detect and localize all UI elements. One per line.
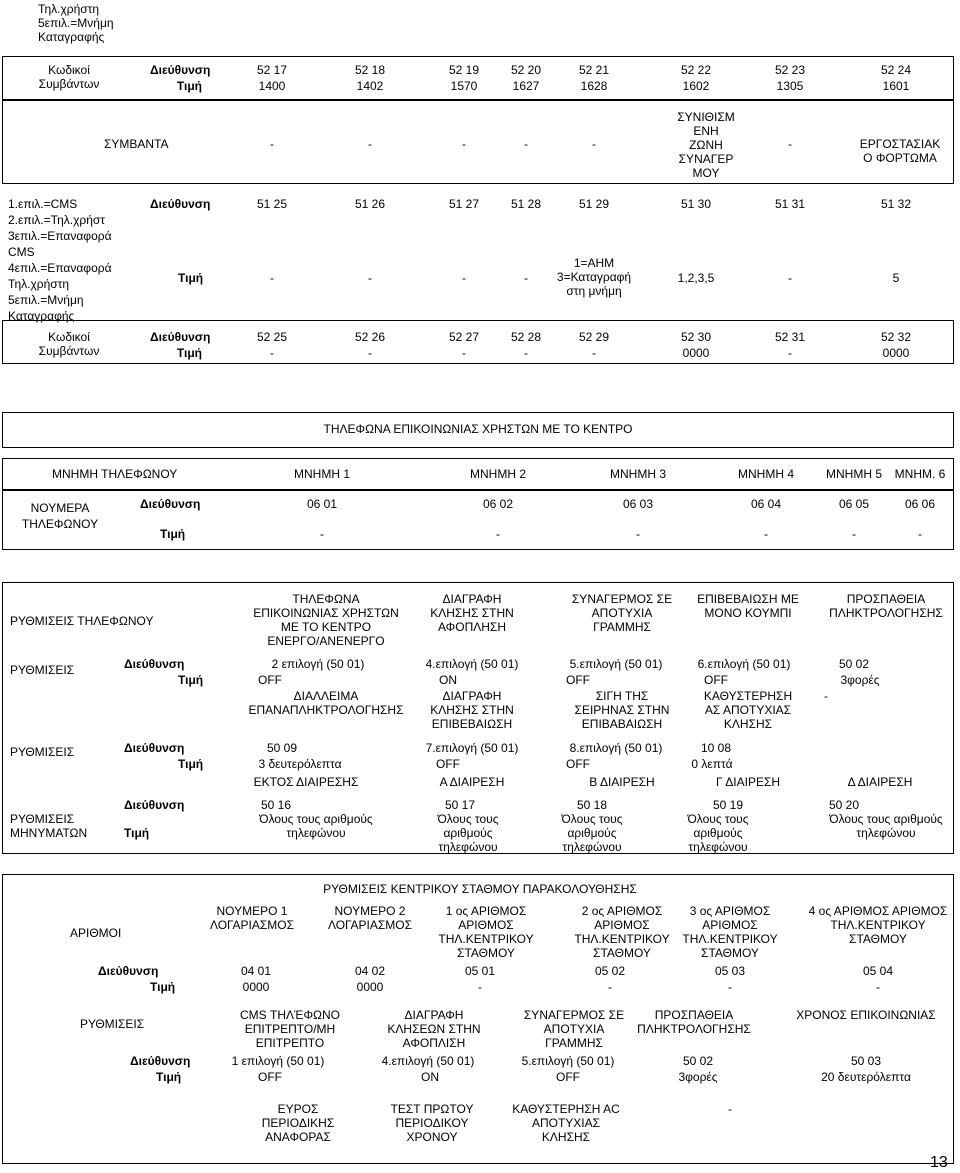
value-cell: 0000 [682,346,710,360]
value-cell: - [478,980,482,994]
value-cell: OFF [704,673,728,687]
setting-header-cell: Δ ΔΙΑΙΡΕΣΗ [847,775,913,789]
value-label: Τιμή [178,673,204,687]
value-cell: - [462,346,466,360]
value-label: Τιμή [176,79,202,93]
address-cell: 50 02 [682,1054,714,1068]
value-cell: - [524,346,528,360]
value-cell: 0000 [356,980,384,994]
address-cell: 5.επιλογή (50 01) [569,657,663,671]
central-header-cell: 2 ος ΑΡΙΘΜΟΣ ΑΡΙΘΜΟΣ ΤΗΛ.ΚΕΝΤΡΙΚΟΥ ΣΤΑΘΜΟΥ [574,904,670,960]
address-cell: 50 18 [576,798,608,812]
setting-header-cell: ΔΙΑΛΛΕΙΜΑ ΕΠΑΝΑΠΛΗΚΤΡΟΛΟΓΗΣΗΣ [248,689,404,717]
address-cell: 52 22 [680,63,712,77]
phone-memory-cell: ΜΝΗΜΗ 3 [610,467,666,481]
value-cell: - [592,346,596,360]
address-label: Διεύθυνση [124,657,185,671]
address-cell: 05 01 [464,964,496,978]
value-cell: - [320,527,324,541]
address-cell: 52 29 [578,330,610,344]
value-label: Τιμή [178,271,204,285]
value-cell: - [876,980,880,994]
value-label: Τιμή [156,1070,182,1084]
value-cell: - [636,527,640,541]
address-cell: 50 16 [260,798,292,812]
value-cell: - [608,980,612,994]
address-cell: 2 επιλογή (50 01) [271,657,365,671]
address-cell: 4.επιλογή (50 01) [381,1054,475,1068]
address-cell: 50 09 [266,741,298,755]
address-cell: 52 20 [510,63,542,77]
setting-header-cell: - [824,689,828,703]
value-cell: OFF [566,757,590,771]
setting-header-cell: ΕΚΤΟΣ ΔΙΑΙΡΕΣΗΣ [253,775,359,789]
central-header-cell: 4 ος ΑΡΙΘΜΟΣ ΑΡΙΘΜΟΣ ΤΗΛ.ΚΕΝΤΡΙΚΟΥ ΣΤΑΘΜΟΥ [808,904,948,946]
address-cell: 10 08 [700,741,732,755]
value-cell: - [728,980,732,994]
value-cell: OFF [556,1070,580,1084]
options-note: 1.επιλ.=CMS 2.επιλ.=Τηλ.χρήστ 3επιλ.=Επαναφορά CMS 4επιλ.=Επαναφορά Τηλ.χρήστη 5επιλ.=Μνήμη Καταγραφής [8,197,112,323]
address-label: Διεύθυνση [150,197,211,211]
value-cell: 1602 [682,79,710,93]
event-name-cell: - [368,137,372,151]
address-cell: 51 31 [774,197,806,211]
value-cell: 5 [892,271,900,285]
value-cell: Όλους τους αριθμούς τηλεφώνου [561,812,623,854]
address-label: Διεύθυνση [130,1054,191,1068]
event-name-cell: - [788,137,792,151]
value-label: Τιμή [178,757,204,771]
address-cell: 52 26 [354,330,386,344]
settings-label: ΡΥΘΜΙΣΕΙΣ [10,663,75,677]
address-cell: 04 02 [354,964,386,978]
value-cell: 1=ΑΗΜ 3=Καταγραφή στη μνήμη [556,256,632,298]
address-cell: 50 03 [850,1054,882,1068]
event-name-cell: - [462,137,466,151]
setting-header-cell: ΤΗΛΕΦΩΝΑ ΕΠΙΚΟΙΝΩΝΙΑΣ ΧΡΗΣΤΩΝ ΜΕ ΤΟ ΚΕΝΤΡΟ ΕΝΕΡΓΟ/ΑΝΕΝΕΡΓΟ [253,592,399,648]
event-codes-label: Κωδικοί Συμβάντων [38,63,100,91]
event-name-cell: - [524,137,528,151]
phone-numbers-label: ΝΟΥΜΕΡΑ ΤΗΛΕΦΩΝΟΥ [21,501,99,531]
central-header-cell: 1 ος ΑΡΙΘΜΟΣ ΑΡΙΘΜΟΣ ΤΗΛ.ΚΕΝΤΡΙΚΟΥ ΣΤΑΘΜΟΥ [438,904,534,960]
setting-header-cell: ΕΠΙΒΕΒΑΙΩΣΗ ΜΕ ΜΟΝΟ ΚΟΥΜΠΙ [697,592,799,620]
value-cell: ON [421,1070,439,1084]
address-cell: 51 27 [448,197,480,211]
value-label: Τιμή [160,527,186,541]
value-cell: ON [439,673,457,687]
address-label: Διεύθυνση [150,63,211,77]
value-cell: 0000 [242,980,270,994]
phone-memory-cell: ΜΝΗΜ. 6 [894,467,946,481]
setting-header-cell: Α ΔΙΑΙΡΕΣΗ [439,775,505,789]
setting-header-cell: ΣΥΝΑΓΕΡΜΟΣ ΣΕ ΑΠΟΤΥΧΙΑ ΓΡΑΜΜΗΣ [571,592,673,634]
value-cell: 1601 [882,79,910,93]
value-cell: 1402 [356,79,384,93]
value-cell: - [788,271,792,285]
value-cell: - [764,527,768,541]
address-cell: 52 28 [510,330,542,344]
value-cell: OFF [258,673,282,687]
phone-settings-label: ΡΥΘΜΙΣΕΙΣ ΤΗΛΕΦΩΝΟΥ [10,614,154,628]
event-name-cell: ΕΡΓΟΣΤΑΣΙΑΚ Ο ΦΟΡΤΩΜΑ [859,137,941,165]
setting-header-cell: Β ΔΙΑΙΡΕΣΗ [589,775,655,789]
phone-memory-cell: ΜΝΗΜΗ 4 [738,467,794,481]
value-cell: 3φορές [678,1070,718,1084]
setting-header-cell: ΣΙΓΗ ΤΗΣ ΣΕΙΡΗΝΑΣ ΣΤΗΝ ΕΠΙΒΑΒΑΙΩΣΗ [574,689,670,731]
value-cell: OFF [258,1070,282,1084]
address-cell: 1 επιλογή (50 01) [231,1054,325,1068]
address-cell: 04 01 [240,964,272,978]
value-cell: 1627 [512,79,540,93]
address-label: Διεύθυνση [150,330,211,344]
central-header-cell: ΝΟΥΜΕΡΟ 2 ΛΟΓΑΡΙΑΣΜΟΣ [327,904,413,932]
address-cell: 52 27 [448,330,480,344]
value-label: Τιμή [124,826,150,840]
value-cell: - [270,346,274,360]
value-cell: 1628 [580,79,608,93]
value-cell: 1400 [258,79,286,93]
central-station-title: ΡΥΘΜΙΣΕΙΣ ΚΕΝΤΡΙΚΟΥ ΣΤΑΘΜΟΥ ΠΑΡΑΚΟΛΟΥΘΗΣΗΣ [323,882,637,896]
central-setting-header-cell: ΣΥΝΑΓΕΡΜΟΣ ΣΕ ΑΠΟΤΥΧΙΑ ΓΡΑΜΜΗΣ [523,1008,625,1050]
address-cell: 50 20 [828,798,860,812]
value-cell: - [368,271,372,285]
value-cell: - [788,346,792,360]
address-cell: 06 01 [306,497,338,511]
numbers-label: ΑΡΙΘΜΟΙ [70,926,122,940]
value-label: Τιμή [150,980,176,994]
setting-header-cell: ΔΙΑΓΡΑΦΗ ΚΛΗΣΗΣ ΣΤΗΝ ΑΦΟΠΛΗΣΗ [430,592,514,634]
address-cell: 52 30 [680,330,712,344]
setting-header-cell: ΔΙΑΓΡΑΦΗ ΚΛΗΣΗΣ ΣΤΗΝ ΕΠΙΒΕΒΑΙΩΣΗ [430,689,514,731]
value-cell: Όλους τους αριθμούς τηλεφώνου [259,812,373,840]
address-cell: 52 19 [448,63,480,77]
value-cell: 3φορές [840,673,880,687]
address-cell: 8.επιλογή (50 01) [569,741,663,755]
address-cell: 51 25 [256,197,288,211]
phone-memory-cell: ΜΝΗΜΗ 2 [470,467,526,481]
address-cell: 6.επιλογή (50 01) [697,657,791,671]
address-cell: 52 32 [880,330,912,344]
address-cell: 06 02 [482,497,514,511]
address-cell: 52 31 [774,330,806,344]
address-cell: 4.επιλογή (50 01) [425,657,519,671]
message-settings-label: ΡΥΘΜΙΣΕΙΣ ΜΗΝΥΜΑΤΩΝ [10,812,88,840]
address-cell: 05 04 [862,964,894,978]
central-setting-header-cell: ΚΑΘΥΣΤΕΡΗΣΗ ΑC ΑΠΟΤΥΧΙΑΣ ΚΛΗΣΗΣ [512,1102,620,1144]
central-setting-header-cell: ΧΡΟΝΟΣ ΕΠΙΚΟΙΝΩΝΙΑΣ [796,1008,936,1022]
address-cell: 51 26 [354,197,386,211]
value-cell: - [368,346,372,360]
value-cell: - [524,271,528,285]
address-label: Διεύθυνση [124,798,185,812]
address-label: Διεύθυνση [98,964,159,978]
top-note: Τηλ.χρήστη 5επιλ.=Μνήμη Καταγραφής [38,2,114,44]
address-cell: 52 18 [354,63,386,77]
address-cell: 06 06 [904,497,936,511]
event-codes-label: Κωδικοί Συμβάντων [38,330,100,358]
setting-header-cell: Γ ΔΙΑΙΡΕΣΗ [715,775,781,789]
value-cell: - [462,271,466,285]
value-cell: Όλους τους αριθμούς τηλεφώνου [687,812,749,854]
setting-header-cell: ΠΡΟΣΠΑΘΕΙΑ ΠΛΗΚΤΡΟΛΟΓΗΣΗΣ [829,592,943,620]
central-setting-header-cell: ΔΙΑΓΡΑΦΗ ΚΛΗΣΕΩΝ ΣΤΗΝ ΑΦΟΠΛΙΣΗ [387,1008,481,1050]
value-cell: 1,2,3,5 [677,271,715,285]
address-cell: 51 29 [578,197,610,211]
address-cell: 50 02 [838,657,870,671]
settings-label: ΡΥΘΜΙΣΕΙΣ [10,745,75,759]
address-cell: 51 28 [510,197,542,211]
central-header-cell: 3 ος ΑΡΙΘΜΟΣ ΑΡΙΘΜΟΣ ΤΗΛ.ΚΕΝΤΡΙΚΟΥ ΣΤΑΘΜΟΥ [682,904,778,960]
address-cell: 52 24 [880,63,912,77]
setting-header-cell: ΚΑΘΥΣΤΕΡΗΣΗ ΑΣ ΑΠΟΤΥΧΙΑΣ ΚΛΗΣΗΣ [703,689,793,731]
settings-label: ΡΥΘΜΙΣΕΙΣ [80,1017,145,1031]
address-cell: 7.επιλογή (50 01) [425,741,519,755]
central-setting-header-cell: ΕΥΡΟΣ ΠΕΡΙΟΔΙΚΗΣ ΑΝΑΦΟΡΑΣ [261,1102,335,1144]
address-cell: 52 23 [774,63,806,77]
phone-memory-cell: ΜΝΗΜΗ 1 [294,467,350,481]
value-cell: 1570 [450,79,478,93]
phone-memory-label: ΜΝΗΜΗ ΤΗΛΕΦΩΝΟΥ [52,467,178,481]
address-cell: 51 30 [680,197,712,211]
value-cell: - [270,271,274,285]
address-cell: 06 05 [838,497,870,511]
central-setting-header-cell: - [728,1102,732,1116]
address-cell: 52 17 [256,63,288,77]
address-cell: 52 21 [578,63,610,77]
central-setting-header-cell: ΤΕΣΤ ΠΡΩΤΟΥ ΠΕΡΙΟΔΙΚΟΥ ΧΡΟΝΟΥ [390,1102,474,1144]
address-cell: 06 04 [750,497,782,511]
page-number: 13 [930,1154,948,1171]
value-cell: 20 δευτερόλεπτα [821,1070,911,1084]
value-cell: 0 λεπτά [691,757,733,771]
event-name-cell: ΣΥΝΙΘΙΣΜ ΕΝΗ ΖΩΝΗ ΣΥΝΑΓΕΡ ΜΟΥ [677,110,735,180]
events-label: ΣΥΜΒΑΝΤΑ [104,137,169,151]
address-cell: 06 03 [622,497,654,511]
address-cell: 50 19 [712,798,744,812]
value-cell: Όλους τους αριθμούς τηλεφώνου [437,812,499,854]
value-cell: - [852,527,856,541]
address-cell: 50 17 [444,798,476,812]
value-cell: 3 δευτερόλεπτα [258,757,342,771]
value-cell: OFF [566,673,590,687]
event-name-cell: - [592,137,596,151]
value-cell: Όλους τους αριθμούς τηλεφώνου [829,812,943,840]
address-label: Διεύθυνση [124,741,185,755]
value-cell: 0000 [882,346,910,360]
address-cell: 05 02 [594,964,626,978]
address-cell: 5.επιλογή (50 01) [521,1054,615,1068]
central-header-cell: ΝΟΥΜΕΡΟ 1 ΛΟΓΑΡΙΑΣΜΟΣ [209,904,295,932]
value-label: Τιμή [176,346,202,360]
phone-memory-cell: ΜΝΗΜΗ 5 [826,467,882,481]
address-label: Διεύθυνση [140,497,201,511]
value-cell: 1305 [776,79,804,93]
central-setting-header-cell: CMS ΤΗΛΈΦΩΝΟ ΕΠΙΤΡΕΠΤΟ/ΜΗ ΕΠΙΤΡΕΠΤΟ [240,1008,340,1050]
value-cell: - [496,527,500,541]
phone-section-title: ΤΗΛΕΦΩΝΑ ΕΠΙΚΟΙΝΩΝΙΑΣ ΧΡΗΣΤΩΝ ΜΕ ΤΟ ΚΕΝΤΡΟ [323,422,633,436]
address-cell: 05 03 [714,964,746,978]
address-cell: 51 32 [880,197,912,211]
event-name-cell: - [270,137,274,151]
value-cell: - [918,527,922,541]
central-setting-header-cell: ΠΡΟΣΠΑΘΕΙΑ ΠΛΗΚΤΡΟΛΟΓΗΣΗΣ [637,1008,751,1036]
address-cell: 52 25 [256,330,288,344]
value-cell: OFF [436,757,460,771]
